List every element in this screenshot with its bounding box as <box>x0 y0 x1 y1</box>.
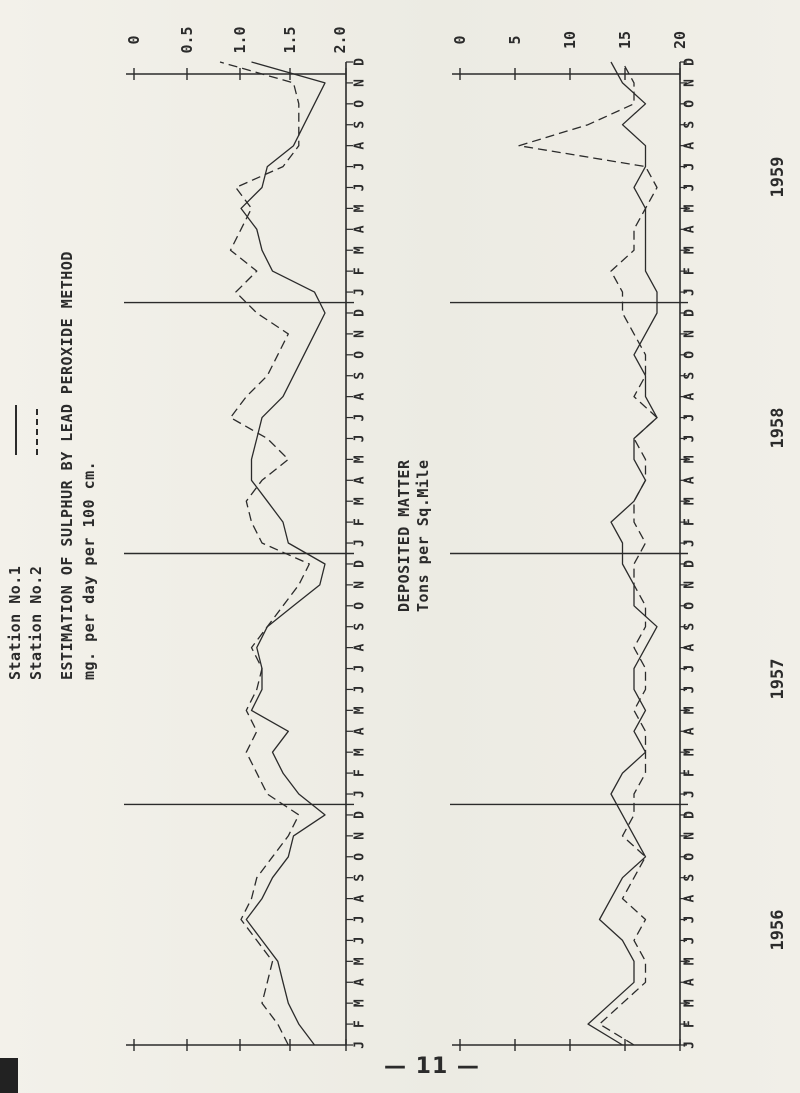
month-label: O <box>352 601 368 610</box>
month-label: F <box>682 267 698 276</box>
year-label-1956: 1956 <box>768 909 788 951</box>
month-label: J <box>682 183 698 192</box>
month-label: M <box>682 706 698 715</box>
month-label: N <box>352 580 368 589</box>
month-label: J <box>352 539 368 547</box>
month-label: A <box>682 978 698 987</box>
year-label-1959: 1959 <box>768 156 788 198</box>
month-label: S <box>682 873 698 882</box>
month-label: J <box>682 915 698 924</box>
month-label: F <box>352 518 368 527</box>
value-tick-label: 0.5 <box>178 26 196 54</box>
year-label-1957: 1957 <box>768 658 788 700</box>
binding-tab <box>0 1058 18 1093</box>
month-label: M <box>682 246 698 255</box>
month-label: J <box>352 288 368 296</box>
month-label: A <box>352 225 368 234</box>
month-label: A <box>682 392 698 401</box>
month-label: F <box>682 1020 698 1028</box>
month-label: J <box>352 162 368 171</box>
month-label: J <box>682 539 698 547</box>
value-tick-label: 10 <box>561 30 579 50</box>
month-label: A <box>682 727 698 736</box>
month-label: J <box>682 936 698 945</box>
month-label: A <box>682 643 698 652</box>
month-label: D <box>352 309 368 317</box>
value-tick-label: 2.0 <box>331 26 349 54</box>
month-label: A <box>352 643 368 652</box>
month-label: J <box>352 685 368 694</box>
month-label: D <box>352 560 368 568</box>
month-label: M <box>352 748 368 757</box>
month-label: J <box>352 413 368 422</box>
month-label: S <box>682 622 698 631</box>
value-tick-label: 0 <box>451 35 469 45</box>
month-label: F <box>682 769 698 778</box>
legend-station-2-label: Station No.2 <box>27 565 45 680</box>
month-label: A <box>352 476 368 485</box>
month-label: M <box>682 748 698 757</box>
month-label: O <box>352 350 368 359</box>
month-label: M <box>682 497 698 506</box>
month-label: O <box>682 350 698 359</box>
month-label: F <box>352 267 368 276</box>
month-label: M <box>352 204 368 213</box>
month-label: J <box>682 790 698 798</box>
year-label-1958: 1958 <box>768 407 788 449</box>
deposit-units: Tons per Sq.Mile <box>414 459 432 612</box>
month-label: M <box>682 204 698 213</box>
month-label: N <box>352 329 368 338</box>
month-label: D <box>682 309 698 317</box>
month-label: M <box>682 999 698 1008</box>
month-label: J <box>682 162 698 171</box>
month-label: N <box>682 580 698 589</box>
month-label: M <box>352 246 368 255</box>
month-label: O <box>682 99 698 108</box>
month-label: O <box>352 99 368 108</box>
month-label: N <box>682 831 698 840</box>
month-label: J <box>352 664 368 673</box>
page-number: — 11 — <box>384 1054 480 1079</box>
month-label: M <box>352 957 368 966</box>
month-label: J <box>352 183 368 192</box>
month-label: J <box>352 1041 368 1049</box>
month-label: F <box>682 518 698 527</box>
month-label: D <box>352 58 368 66</box>
month-label: S <box>352 873 368 882</box>
month-label: F <box>352 769 368 778</box>
value-tick-label: 15 <box>616 30 634 50</box>
month-label: A <box>682 476 698 485</box>
value-tick-label: 1.0 <box>231 26 249 54</box>
month-label: S <box>352 120 368 129</box>
month-label: D <box>682 811 698 819</box>
month-label: F <box>352 1020 368 1028</box>
month-label: A <box>352 392 368 401</box>
month-label: N <box>352 831 368 840</box>
month-label: D <box>352 811 368 819</box>
deposit-title: DEPOSITED MATTER <box>395 459 413 612</box>
chart-units: mg. per day per 100 cm. <box>80 460 98 680</box>
month-label: M <box>352 706 368 715</box>
month-label: D <box>682 58 698 66</box>
month-label: A <box>682 225 698 234</box>
legend-station-1-label: Station No.1 <box>6 565 24 680</box>
month-label: J <box>682 1041 698 1049</box>
month-label: M <box>352 999 368 1008</box>
month-label: S <box>352 371 368 380</box>
value-tick-label: 20 <box>671 30 689 50</box>
month-label: O <box>682 852 698 861</box>
month-label: J <box>682 288 698 296</box>
month-label: M <box>682 455 698 464</box>
month-label: A <box>352 727 368 736</box>
month-label: M <box>352 455 368 464</box>
month-label: D <box>682 560 698 568</box>
month-label: A <box>352 894 368 903</box>
chart-title: ESTIMATION OF SULPHUR BY LEAD PEROXIDE METHOD <box>58 251 76 680</box>
month-label: A <box>352 978 368 987</box>
month-label: M <box>682 957 698 966</box>
month-label: O <box>352 852 368 861</box>
month-label: J <box>682 685 698 694</box>
month-label: A <box>682 894 698 903</box>
month-label: N <box>682 79 698 87</box>
month-label: S <box>352 622 368 631</box>
chart-panel-2 <box>450 62 688 1051</box>
month-label: A <box>352 141 368 150</box>
month-label: J <box>352 915 368 924</box>
value-tick-label: 0 <box>125 35 143 45</box>
month-label: O <box>682 601 698 610</box>
month-label: N <box>682 329 698 338</box>
month-label: J <box>682 664 698 673</box>
month-label: J <box>352 790 368 798</box>
month-label: J <box>682 413 698 422</box>
month-label: S <box>682 371 698 380</box>
month-label: N <box>352 79 368 87</box>
month-label: J <box>352 936 368 945</box>
month-label: J <box>682 434 698 443</box>
value-tick-label: 5 <box>506 35 524 45</box>
month-label: J <box>352 434 368 443</box>
month-label: S <box>682 120 698 129</box>
chart-panel-1 <box>124 62 354 1051</box>
month-label: M <box>352 497 368 506</box>
month-label: A <box>682 141 698 150</box>
value-tick-label: 1.5 <box>281 26 299 54</box>
